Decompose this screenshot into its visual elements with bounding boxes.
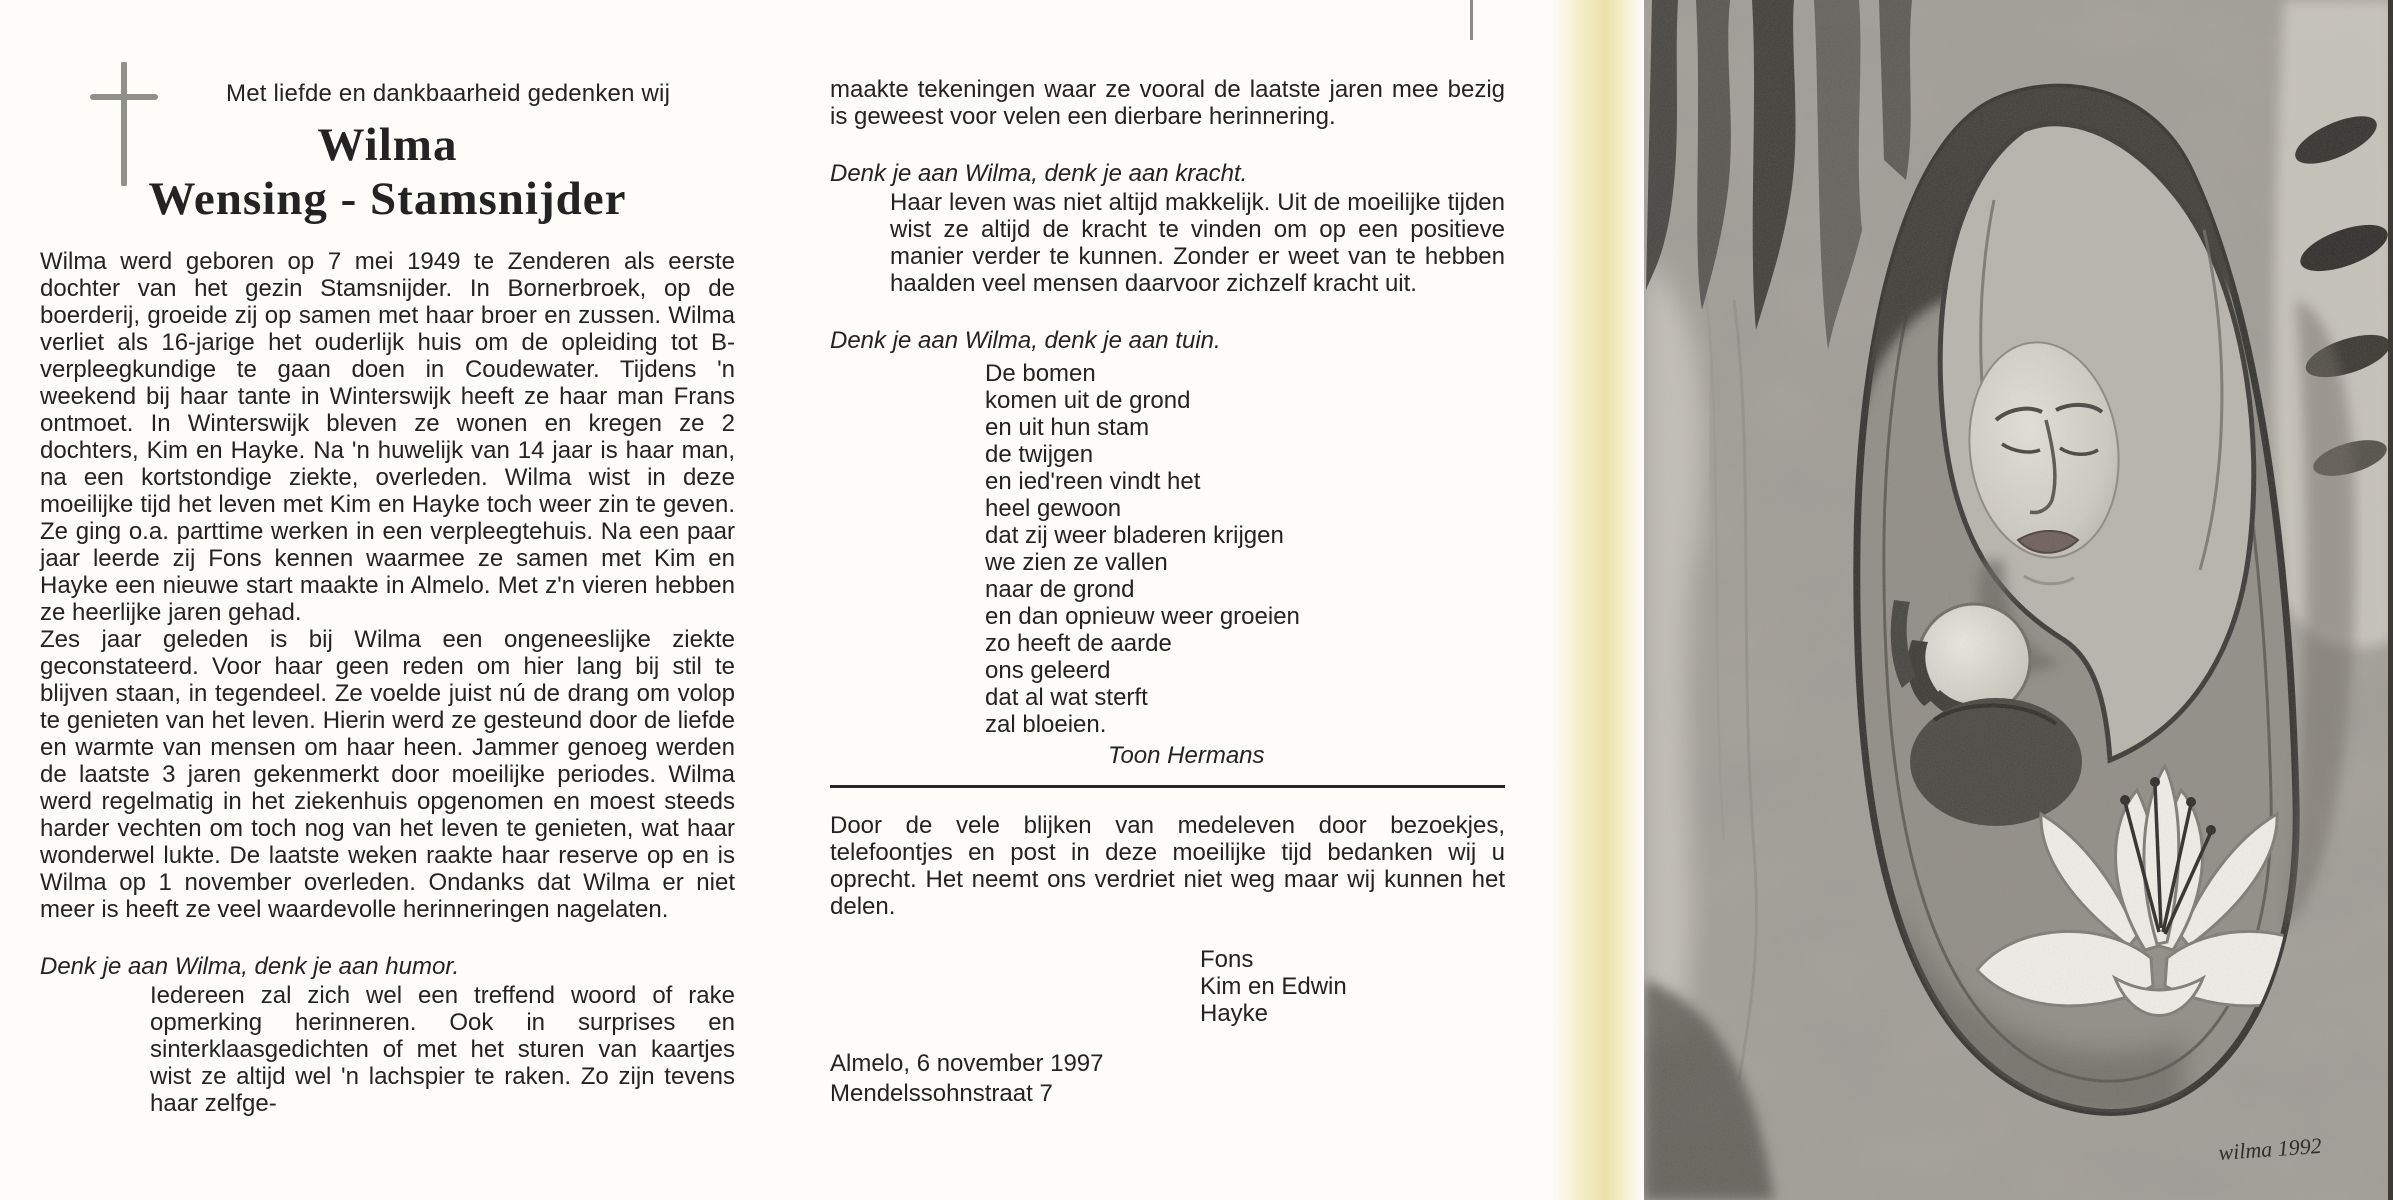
humor-paragraph: Iedereen zal zich wel een treffend woord of rake opmerking herinneren. Ook in surprises en sinterklaasgedichten of met het sturen van kaartjes wist ze altijd wel 'n lachspier te raken. Zo zijn tevens haar zelfge- [150, 982, 735, 1118]
poem-line: naar de grond [985, 576, 1135, 603]
poem-author: Toon Hermans [1108, 742, 1265, 769]
poem-line: ons geleerd [985, 657, 1111, 684]
page-gutter [1552, 0, 1644, 1200]
humor-heading: Denk je aan Wilma, denk je aan humor. [40, 953, 460, 981]
poem-line: dat al wat sterft [985, 684, 1148, 711]
poem-line: heel gewoon [985, 495, 1122, 522]
kracht-paragraph: Haar leven was niet altijd makkelijk. Uit de moeilijke tijden wist ze altijd de kracht te vinden om op een positieve manier verder te kunnen. Zonder er weet van te hebben haalden veel mensen daarvoor zichzelf kracht uit. [890, 189, 1505, 297]
intro-line: Met liefde en dankbaarheid gedenken wij [226, 80, 671, 107]
tuin-heading: Denk je aan Wilma, denk je aan tuin. [830, 327, 1221, 354]
address: Mendelssohnstraat 7 [830, 1080, 1053, 1107]
poem-line: we zien ze vallen [985, 549, 1168, 576]
memorial-artwork [1644, 0, 2393, 1200]
poem-line: zo heeft de aarde [985, 630, 1172, 657]
artwork-signature: wilma 1992 [2217, 1132, 2323, 1165]
fold-mark [1470, 0, 1473, 40]
poem-line: dat zij weer bladeren krijgen [985, 522, 1284, 549]
place-date: Almelo, 6 november 1997 [830, 1050, 1104, 1077]
divider-line [830, 785, 1505, 788]
signatory: Fons [1200, 946, 1254, 973]
poem-line: en dan opnieuw weer groeien [985, 603, 1300, 630]
humor-continuation: maakte tekeningen waar ze vooral de laatste jaren mee bezig is geweest voor velen een dierbare herinnering. [830, 76, 1505, 130]
poem-line: en ied'reen vindt het [985, 468, 1201, 495]
artwork-panel [1644, 0, 2393, 1200]
biography-paragraph-2: Zes jaar geleden is bij Wilma een ongeneeslijke ziekte geconstateerd. Voor haar geen reden om hier lang bij stil te blijven staan, in tegendeel. Ze voelde juist nú de drang om volop te genieten van het leven. Hierin werd ze gesteund door de liefde en warmte van mensen om haar heen. Jammer genoeg werden de laatste 3 jaren gekenmerkt door moeilijke periodes. Wilma werd regelmatig in het ziekenhuis opgenomen en moest steeds harder vechten om toch nog van het leven te genieten, wat haar wonderwel lukte. De laatste weken raakte haar reserve op en is Wilma op 1 november overleden. Ondanks dat Wilma er niet meer is heeft ze veel waardevolle herinneringen nagelaten. [40, 626, 735, 924]
poem-line: komen uit de grond [985, 387, 1191, 414]
deceased-first-name: Wilma [317, 119, 458, 171]
signatory: Hayke [1200, 1000, 1269, 1027]
deceased-family-name: Wensing - Stamsnijder [148, 173, 627, 226]
poem [985, 360, 1505, 738]
kracht-heading: Denk je aan Wilma, denk je aan kracht. [830, 160, 1248, 187]
deceased-name [40, 118, 735, 226]
signatory: Kim en Edwin [1200, 973, 1347, 1000]
signatories [1200, 946, 1505, 1027]
poem-line: zal bloeien. [985, 711, 1107, 738]
poem-line: en uit hun stam [985, 414, 1150, 441]
thanks-paragraph: Door de vele blijken van medeleven door bezoekjes, telefoontjes en post in deze moeilijke tijd bedanken wij u oprecht. Het neemt ons verdriet niet weg maar wij kunnen het delen. [830, 812, 1505, 920]
poem-line: de twijgen [985, 441, 1094, 468]
poem-line: De bomen [985, 360, 1096, 387]
biography-paragraph-1: Wilma werd geboren op 7 mei 1949 te Zenderen als eerste dochter van het gezin Stamsnijder. In Bornerbroek, op de boerderij, groeide zij op samen met haar broer en zussen. Wilma verliet als 16-jarige het ouderlijk huis om de opleiding tot B-verpleegkundige te gaan doen in Coudewater. Tijdens 'n weekend bij haar tante in Winterswijk heeft ze haar man Frans ontmoet. In Winterswijk bleven ze wonen en kregen ze 2 dochters, Kim en Hayke. Na 'n huwelijk van 14 jaar is haar man, na een kortstondige ziekte, overleden. Wilma wist in deze moeilijke tijd het leven met Kim en Hayke toch weer zin te geven. Ze ging o.a. parttime werken in een verpleegtehuis. Na een paar jaar leerde zij Fons kennen waarmee ze samen met Kim en Hayke een nieuwe start maakte in Almelo. Met z'n vieren hebben ze heerlijke jaren gehad. [40, 248, 735, 627]
middle-column [830, 76, 1505, 1109]
left-column [40, 80, 735, 1117]
